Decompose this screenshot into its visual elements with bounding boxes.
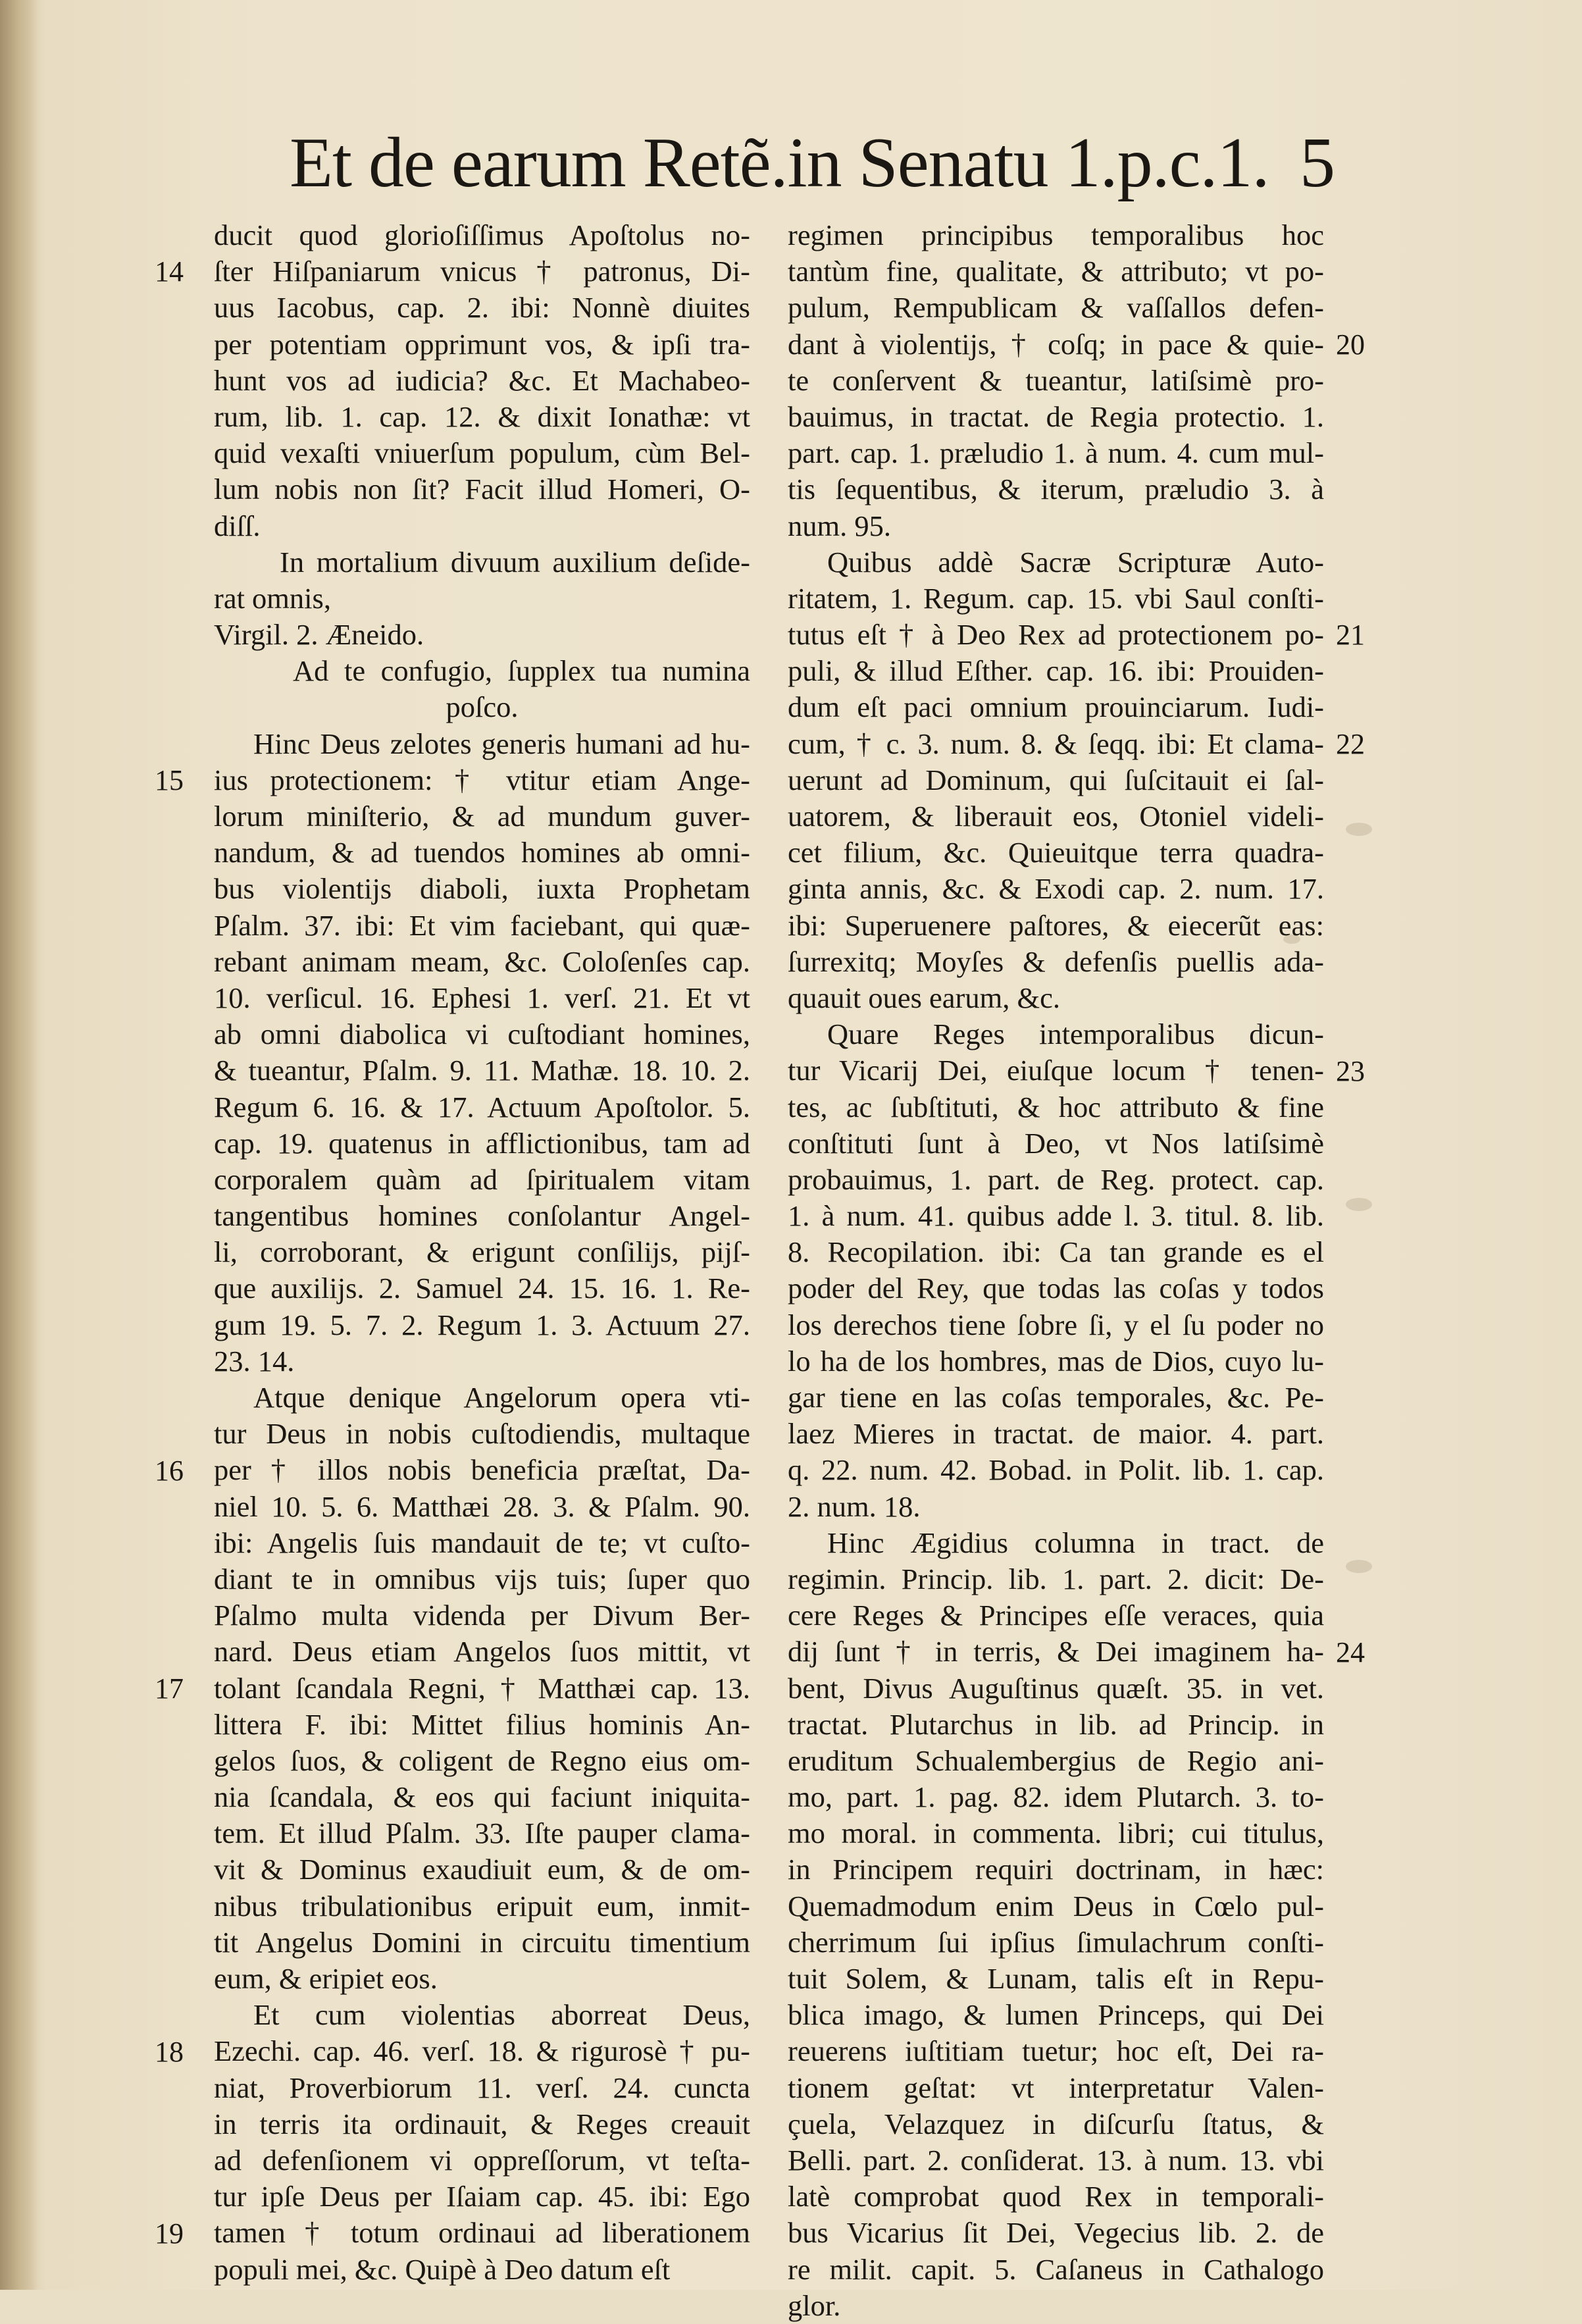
text-line: vit & Dominus exaudiuit eum, & de om- (214, 1853, 750, 1886)
text-line: puli, & illud Eſther. cap. 16. ibi: Prouiden- (788, 654, 1324, 688)
text-line: tractat. Plutarchus in lib. ad Princip. in (788, 1707, 1324, 1741)
text-line: quid vexaſti vniuerſum populum, cùm Bel- (214, 436, 750, 470)
text-line: Ezechi. cap. 46. verſ. 18. & rigurosè † pu- (214, 2034, 750, 2068)
text-line: conſtituti ſunt à Deo, vt Nos latiſsimè (788, 1126, 1324, 1160)
text-line: tangentibus homines conſolantur Angel- (214, 1199, 750, 1233)
text-line: diſſ. (214, 509, 261, 542)
text-line: dij ſunt † in terris, & Dei imaginem ha- (788, 1635, 1324, 1668)
text-line: corporalem quàm ad ſpiritualem vitam (214, 1162, 750, 1196)
text-line: populi mei, &c. Quipè à Deo datum eſt (214, 2252, 671, 2286)
text-line: tis ſequentibus, & iterum, præludio 3. à (788, 473, 1324, 506)
ink-smudge (1346, 1198, 1372, 1211)
text-line: 1. à num. 41. quibus adde l. 3. titul. 8. lib. (788, 1199, 1324, 1233)
text-line: Ad te confugio, ſupplex tua numina (293, 654, 750, 688)
text-line: 10. verſicul. 16. Ephesi 1. verſ. 21. Et vt (214, 981, 750, 1014)
text-line: ab omni diabolica vi cuſtodiant homines, (214, 1018, 750, 1051)
text-line: tantùm fine, qualitate, & attributo; vt po- (788, 255, 1324, 288)
text-line: tit Angelus Domini in circuitu timentium (214, 1925, 750, 1959)
text-line: laez Mieres in tractat. de maior. 4. part. (788, 1417, 1324, 1451)
text-line: rum, lib. 1. cap. 12. & dixit Ionathæ: vt (214, 400, 750, 433)
text-line: Quemadmodum enim Deus in Cœlo pul- (788, 1889, 1324, 1923)
text-line: ad defenſionem vi oppreſſorum, vt teſta- (214, 2143, 750, 2177)
text-line: gelos ſuos, & coligent de Regno eius om- (214, 1743, 750, 1777)
margin-note-number: 17 (155, 1672, 184, 1705)
text-line: ibi: Angelis ſuis mandauit de te; vt cuſto- (214, 1526, 750, 1559)
text-line: uus Iacobus, cap. 2. ibi: Nonnè diuites (214, 291, 750, 324)
text-line: mo moral. in commenta. libri; cui titulus, (788, 1817, 1324, 1850)
text-line: Et cum violentias aborreat Deus, (253, 1998, 750, 2032)
text-line: lo ha de los hombres, mas de Dios, cuyo lu- (788, 1344, 1324, 1378)
text-line: gum 19. 5. 7. 2. Regum 1. 3. Actuum 27. (214, 1308, 750, 1341)
text-line: part. cap. 1. præludio 1. à num. 4. cum mul- (788, 436, 1324, 470)
text-line: poſco. (446, 690, 519, 724)
text-line: per potentiam opprimunt vos, & ipſi tra- (214, 327, 750, 361)
text-line: littera F. ibi: Mittet filius hominis An- (214, 1707, 750, 1741)
text-line: nibus tribulationibus eripuit eum, inmit- (214, 1889, 750, 1923)
text-line: nard. Deus etiam Angelos ſuos mittit, vt (214, 1635, 750, 1668)
text-line: tolant ſcandala Regni, † Matthæi cap. 13. (214, 1671, 750, 1705)
text-line: uerunt ad Dominum, qui ſuſcitauit ei ſal- (788, 763, 1324, 796)
text-line: niat, Proverbiorum 11. verſ. 24. cuncta (214, 2071, 750, 2104)
margin-note-number: 24 (1336, 1636, 1365, 1668)
text-line: poder del Rey, que todas las coſas y todos (788, 1272, 1324, 1305)
text-line: mo, part. 1. pag. 82. idem Plutarch. 3. to- (788, 1780, 1324, 1814)
text-line: 8. Recopilation. ibi: Ca tan grande es el (788, 1235, 1324, 1269)
text-line: quauit oues earum, &c. (788, 981, 1060, 1014)
text-line: bus violentijs diaboli, iuxta Prophetam (214, 872, 750, 906)
ink-smudge (1346, 823, 1372, 836)
text-line: tur ipſe Deus per Iſaiam cap. 45. ibi: Ego (214, 2180, 750, 2213)
text-line: rebant animam meam, &c. Coloſenſes cap. (214, 944, 750, 978)
ink-smudge (1346, 1560, 1372, 1573)
text-line: re milit. capit. 5. Caſaneus in Cathalogo (788, 2252, 1324, 2286)
text-line: tur Deus in nobis cuſtodiendis, multaque (214, 1417, 750, 1451)
margin-note-number: 20 (1336, 328, 1365, 361)
text-line: latè comprobat quod Rex in temporali- (788, 2180, 1324, 2213)
text-line: per † illos nobis beneficia præſtat, Da- (214, 1453, 750, 1487)
text-line: regimin. Princip. lib. 1. part. 2. dicit: De- (788, 1562, 1324, 1595)
text-line: probauimus, 1. part. de Reg. protect. cap. (788, 1162, 1324, 1196)
page-spine-shadow (0, 0, 38, 2290)
text-line: tem. Et illud Pſalm. 33. Iſte pauper clama- (214, 1817, 750, 1850)
text-line: cherrimum ſui ipſius ſimulachrum conſti- (788, 1925, 1324, 1959)
text-line: diant te in omnibus vijs tuis; ſuper quo (214, 1562, 750, 1595)
text-line: Pſalm. 37. ibi: Et vim faciebant, qui quæ- (214, 908, 750, 942)
text-line: ſter Hiſpaniarum vnicus † patronus, Di- (214, 255, 750, 288)
text-line: 2. num. 18. (788, 1489, 921, 1523)
text-line: 23. 14. (214, 1344, 295, 1378)
margin-note-number: 15 (155, 764, 184, 796)
margin-note-number: 16 (155, 1454, 184, 1487)
text-line: nandum, & ad tuendos homines ab omni- (214, 836, 750, 869)
text-line: te conſervent & tueantur, latiſsimè pro- (788, 363, 1324, 397)
text-line: li, corroborant, & erigunt conſilijs, pijſ- (214, 1235, 750, 1269)
text-line: in Principem requiri doctrinam, in hæc: (788, 1853, 1324, 1886)
margin-note-number: 19 (155, 2217, 184, 2250)
margin-note-number: 18 (155, 2036, 184, 2068)
text-line: bus Vicarius ſit Dei, Vegecius lib. 2. de (788, 2216, 1324, 2250)
text-line: & tueantur, Pſalm. 9. 11. Mathæ. 18. 10. 2. (214, 1054, 750, 1087)
text-line: Belli. part. 2. conſiderat. 13. à num. 13. vbi (788, 2143, 1324, 2177)
right-column (788, 217, 1324, 2324)
text-line: ducit quod glorioſiſſimus Apoſtolus no- (214, 219, 750, 251)
text-line: cum, † c. 3. num. 8. & ſeqq. ibi: Et clama- (788, 727, 1324, 760)
text-line: tutus eſt † à Deo Rex ad protectionem po- (788, 618, 1324, 652)
text-line: blica imago, & lumen Princeps, qui Dei (788, 1998, 1324, 2032)
text-line: regimen principibus temporalibus hoc (788, 219, 1324, 251)
text-line: uatorem, & liberauit eos, Otoniel videli- (788, 800, 1324, 833)
text-line: rat omnis, (214, 581, 331, 615)
text-line: dum eſt paci omnium prouinciarum. Iudi- (788, 690, 1324, 724)
margin-note-number: 22 (1336, 727, 1365, 760)
text-line: bauimus, in tractat. de Regia protectio. 1. (788, 400, 1324, 433)
text-line: Quibus addè Sacræ Scripturæ Auto- (827, 545, 1324, 579)
text-line: Quare Reges intemporalibus dicun- (827, 1018, 1324, 1051)
text-line: ritatem, 1. Regum. cap. 15. vbi Saul conſti- (788, 581, 1324, 615)
text-line: dant à violentijs, † coſq; in pace & quie- (788, 327, 1324, 361)
text-line: lum nobis non ſit? Facit illud Homeri, O- (214, 473, 750, 506)
text-line: Virgil. 2. Æneido. (214, 618, 424, 652)
text-line: hunt vos ad iudicia? &c. Et Machabeo- (214, 363, 750, 397)
text-line: los derechos tiene ſobre ſi, y el ſu poder no (788, 1308, 1324, 1341)
text-line: in terris ita ordinauit, & Reges creauit (214, 2107, 750, 2140)
text-line: tionem geſtat: vt interpretatur Valen- (788, 2071, 1324, 2104)
text-line: Atque denique Angelorum opera vti- (253, 1381, 750, 1414)
text-line: ginta annis, &c. & Exodi cap. 2. num. 17. (788, 872, 1324, 906)
text-line: lorum miniſterio, & ad mundum guver- (214, 800, 750, 833)
text-line: Regum 6. 16. & 17. Actuum Apoſtolor. 5. (214, 1090, 750, 1123)
margin-note-number: 23 (1336, 1054, 1365, 1087)
text-line: glor. (788, 2288, 841, 2322)
text-line: tur Vicarij Dei, eiuſque locum † tenen- (788, 1054, 1324, 1087)
text-line: cet filium, &c. Quieuitque terra quadra- (788, 836, 1324, 869)
text-line: q. 22. num. 42. Bobad. in Polit. lib. 1. cap. (788, 1453, 1324, 1487)
text-line: cere Reges & Principes eſſe veraces, quia (788, 1599, 1324, 1632)
text-line: num. 95. (788, 509, 891, 542)
text-line: reuerens iuſtitiam tuetur; hoc eſt, Dei ra- (788, 2034, 1324, 2068)
text-line: niel 10. 5. 6. Matthæi 28. 3. & Pſalm. 90. (214, 1489, 750, 1523)
text-line: bent, Divus Auguſtinus quæſt. 35. in vet. (788, 1671, 1324, 1705)
text-line: In mortalium divuum auxilium deſide- (280, 545, 750, 579)
text-line: gar tiene en las coſas temporales, &c. Pe- (788, 1381, 1324, 1414)
margin-note-number: 21 (1336, 619, 1365, 652)
text-line: çuela, Velazquez in diſcurſu ſtatus, & (788, 2107, 1324, 2140)
left-column (214, 217, 750, 2288)
text-line: tamen † totum ordinaui ad liberationem (214, 2216, 750, 2250)
text-line: tes, ac ſubſtituti, & hoc attributo & fine (788, 1090, 1324, 1123)
folio-number: 5 (1300, 124, 1335, 202)
text-line: nia ſcandala, & eos qui faciunt iniquita- (214, 1780, 750, 1814)
ink-smudge (1283, 935, 1300, 944)
text-line: Hinc Deus zelotes generis humani ad hu- (253, 727, 750, 760)
text-line: eruditum Schualembergius de Regio ani- (788, 1743, 1324, 1777)
text-line: ſurrexitq; Moyſes & defenſis puellis ada- (788, 944, 1324, 978)
text-line: ibi: Superuenere paſtores, & eiecerũt eas: (788, 908, 1324, 942)
text-line: Hinc Ægidius columna in tract. de (827, 1526, 1324, 1559)
text-line: tuit Solem, & Lunam, talis eſt in Repu- (788, 1962, 1324, 1995)
text-line: Pſalmo multa videnda per Divum Ber- (214, 1599, 750, 1632)
text-line: pulum, Rempublicam & vaſſallos defen- (788, 291, 1324, 324)
text-line: que auxilijs. 2. Samuel 24. 15. 16. 1. Re- (214, 1272, 750, 1305)
text-line: eum, & eripiet eos. (214, 1962, 438, 1995)
text-line: cap. 19. quatenus in afflictionibus, tam ad (214, 1126, 750, 1160)
running-header: Et de earum Retẽ.in Senatu 1.p.c.1. (290, 124, 1269, 202)
text-line: ius protectionem: † vtitur etiam Ange- (214, 763, 750, 796)
margin-note-number: 14 (155, 255, 184, 288)
